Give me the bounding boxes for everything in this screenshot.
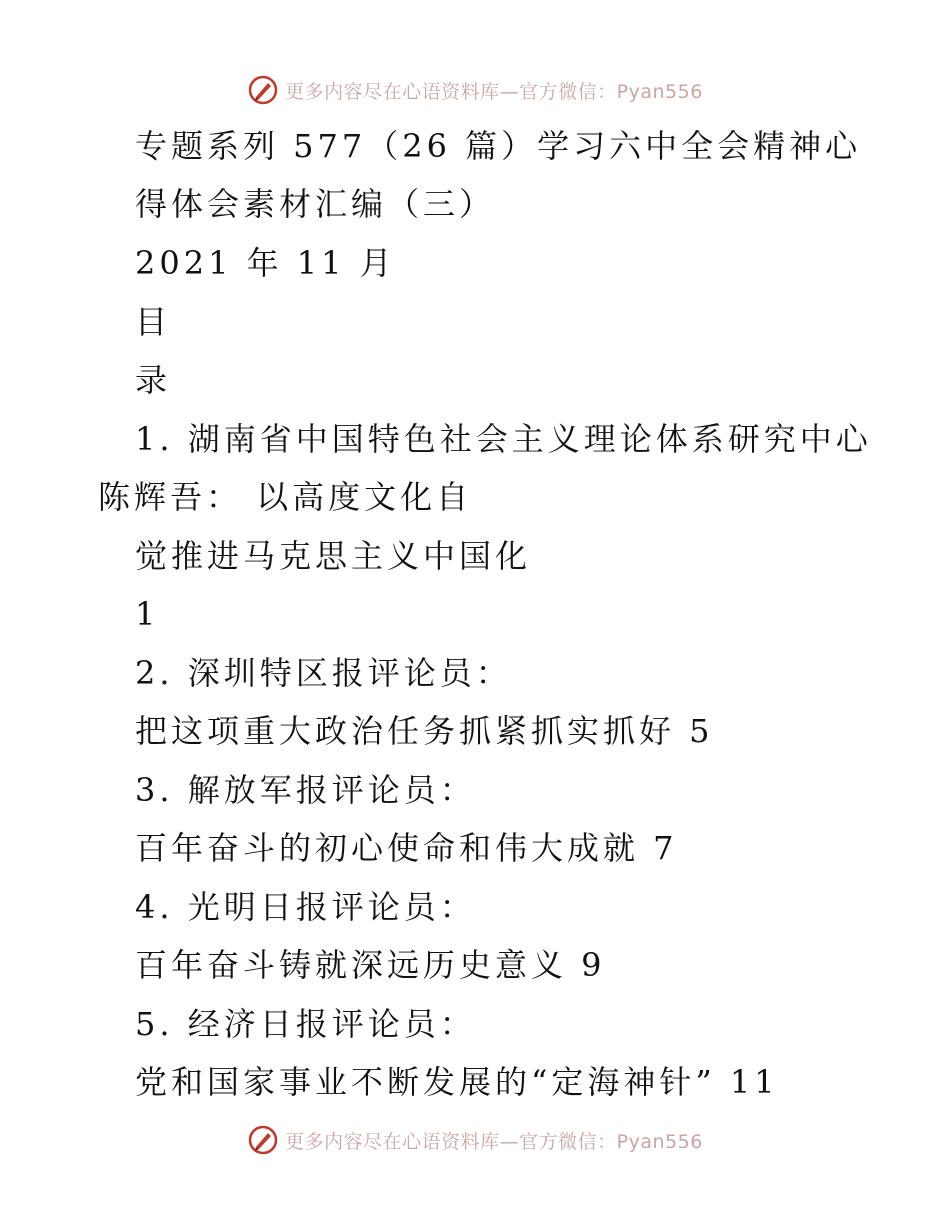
date-line: 2021 年 11 月 xyxy=(135,244,396,282)
toc-item-4-title: 4. 光明日报评论员： xyxy=(135,888,476,926)
toc-item-1-title: 1. 湖南省中国特色社会主义理论体系研究中心 xyxy=(135,420,872,458)
watermark-text: 更多内容尽在心语资料库—官方微信：Pyan556 xyxy=(285,80,703,103)
title-line-2: 得体会素材汇编（三） xyxy=(135,185,496,223)
title-line-1: 专题系列 577（26 篇）学习六中全会精神心 xyxy=(135,127,862,165)
toc-item-2-title: 2. 深圳特区报评论员： xyxy=(135,654,512,692)
toc-item-5-subtitle: 党和国家事业不断发展的“定海神针” 11 xyxy=(135,1063,779,1101)
toc-item-1-author: 陈辉吾： 以高度文化自 xyxy=(98,478,473,516)
toc-item-4-subtitle: 百年奋斗铸就深远历史意义 9 xyxy=(135,946,606,984)
toc-item-5-title: 5. 经济日报评论员： xyxy=(135,1005,476,1043)
pen-logo-icon xyxy=(247,1124,279,1156)
toc-heading-2: 录 xyxy=(135,361,172,399)
footer-watermark xyxy=(0,1122,950,1158)
toc-item-2-subtitle: 把这项重大政治任务抓紧抓实抓好 5 xyxy=(135,712,714,750)
pen-logo-icon xyxy=(247,74,279,106)
watermark-text: 更多内容尽在心语资料库—官方微信：Pyan556 xyxy=(285,1130,703,1153)
header-watermark xyxy=(0,72,950,108)
toc-item-3-title: 3. 解放军报评论员： xyxy=(135,771,476,809)
toc-item-1-subtitle: 觉推进马克思主义中国化 xyxy=(135,537,532,575)
toc-item-3-subtitle: 百年奋斗的初心使命和伟大成就 7 xyxy=(135,829,678,867)
toc-heading-1: 目 xyxy=(135,303,172,341)
toc-item-1-page: 1 xyxy=(135,595,160,633)
